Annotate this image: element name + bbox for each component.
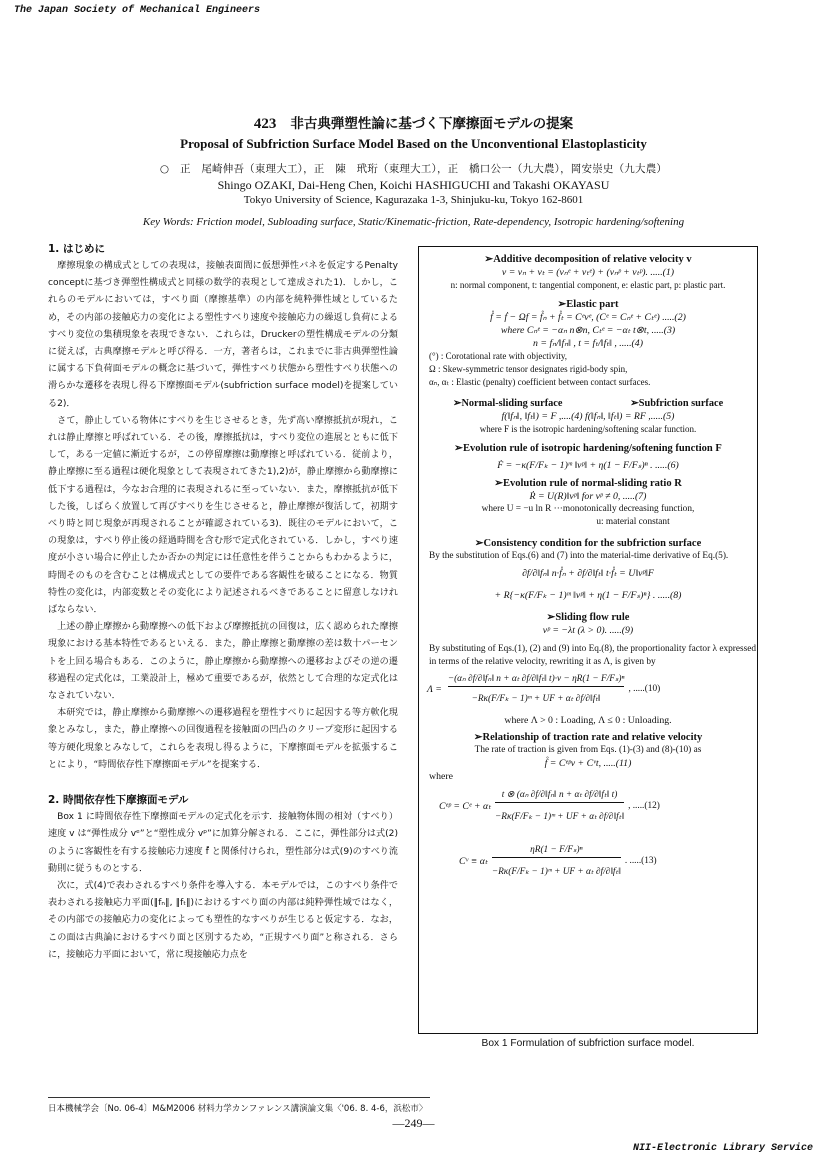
equation-7-constant: u: material constant: [596, 517, 670, 527]
equation-5: f(‖fₙ‖, ‖fₜ‖) = F ,....(4) f(‖fₙ‖, ‖fₜ‖) = RF ,.....(5): [501, 411, 675, 422]
definition-penalty: αₙ, αₜ : Elastic (penalty) coefficient between contact surfaces.: [429, 377, 651, 387]
section2-heading: 2. 時間依存性下摩擦面モデル: [48, 794, 189, 807]
equation-12-fraction: [495, 789, 624, 824]
equation-1: v = vₙ + vₜ = (vₙᵉ + vₜᵉ) + (vₙᵖ + vₜᵖ). .....(1): [501, 267, 675, 278]
equation-13-numerator: ηR(1 − F/Fₛ)ⁿ: [530, 845, 583, 855]
equation-12-numerator: t ⊗ (αₙ ∂f/∂‖fₙ‖ n + αₜ ∂f/∂‖fₜ‖ t): [501, 790, 618, 800]
equation-8a: ∂f/∂‖fₙ‖ n·f̊ₙ + ∂f/∂‖fₜ‖ t·f̊ₜ = U‖vᵖ‖F: [522, 568, 654, 579]
equation-9: vᵖ = −λt (λ > 0). .....(9): [542, 625, 634, 636]
section1-paragraph-2: さて，静止している物体にすべりを生じさせるとき，先ず高い摩擦抵抗が現れ，これは静止摩擦と呼ばれている．その後，摩擦抵抗は，すべり変位の進展とともに低下して，ある一定値に漸近するが，この停留摩擦は動摩擦と呼ばれている．従前より，静止摩擦に至る過程は硬化現象として表現されてきた1),2)が，静止摩擦から動摩擦に低下する過程は，今なお合理的に表現されるに至っていない．また，摩擦抵抗が低下した後，しばらく放置して再びすべりを生じさせると，静止摩擦が復活して，初期すべり時と同じ現象が再現されることが確認されている3)．既往のモデルにおいて，この現象は，すべり停止後の経過時間を含む形で定式化されている．しかし，すべり速度が小さい場合に停止したか否かの判定には任意性を伴うことからもわかるように，時間そのものを含むことは構成式としての要件である客観性を破ることになる．物質特性の変化は，内部変数とその変化により記述されるべきであることに留意しなければならない．: [48, 415, 398, 616]
equation-12-lhs: Cᵉᵖ = Cᵉ + αₜ: [439, 801, 492, 812]
box-heading-flow-rule: ➢Sliding flow rule: [546, 612, 630, 623]
equation-13: [419, 844, 757, 879]
keywords: Key Words: Friction model, Subloading surface, Static/Kinematic-friction, Rate-dependency, Isotropic hardening/softening: [142, 216, 685, 228]
equation-13-fraction: [492, 844, 621, 879]
section2-paragraph-2: 次に，式(4)で表わされるすべり条件を導入する．本モデルでは，このすべり条件で表わされる接触応力平面(‖fₙ‖, ‖fₜ‖)におけるすべり面の内部は純粋弾性域ではなく，その内部での接触応力の変化によっても塑性的なすべりが生じると仮定する．なお，この面は古典論におけるすべり面と区別するため，“正規すべり面”と称される．さらに，接触応力平面において，常に現接触応力点を: [48, 880, 398, 960]
box-heading-velocity: ➢Additive decomposition of relative velocity v: [484, 254, 692, 265]
box-heading-evolution-R: ➢Evolution rule of normal-sliding ratio R: [494, 478, 682, 489]
surface-headings: [419, 397, 757, 410]
traction-text: The rate of traction is given from Eqs. (1)-(3) and (8)-(10) as: [474, 745, 702, 755]
box-heading-traction: ➢Relationship of traction rate and relative velocity: [473, 732, 703, 743]
nii-service-footer: NII-Electronic Library Service: [632, 1143, 813, 1154]
definition-spin: Ω : Skew-symmetric tensor designates rigid-body spin,: [429, 364, 628, 374]
section2-paragraph-1: Box 1 に時間依存性下摩擦面モデルの定式化を示す．接触物体間の相対（すべり）速度 v は“弾性成分 vᵉ”と“塑性成分 vᵖ”に加算分解される．ここに，弾性部分は式(2)のように客観性を有する接触応力速度 f̊ と関係付けられ，塑性部分は式(9)のすべり流動則に従うものとする．: [48, 812, 398, 874]
equation-13-denominator: −Rκ(F/Fₖ − 1)ᵐ + UF + αₜ ∂f/∂‖fₜ‖: [492, 857, 621, 879]
equation-10-tag: , .....(10): [628, 684, 661, 694]
section1-paragraph-1: 摩擦現象の構成式としての表現は，接触表面間に仮想弾性バネを仮定するPenalty conceptに基づき弾塑性構成式と同様の数学的表現として達成された1)．しかし，これらのモデルにおいては，すべり面（摩擦基準）の内部を純粋弾性域としているため，その内部の接触応力の変化による塑性すべり速度や接触応力の繰返し負荷によるすべり変位の集積現象を表現できない．これらは，Druckerの塑性構成モデルの分類に従えば，古典摩擦モデルと呼び得る．一方，著者らは，これまでに非古典弾塑性論に属する下負荷面モデルの概念に基づいて，弾性すべり状態から塑性すべり状態への滑らかな遷移を表現し得る下摩擦面モデル(subfriction surface model)を提案している2)．: [48, 261, 398, 409]
equation-10-lhs: Λ =: [427, 684, 442, 695]
equation-3: where Cₙᵉ = −αₙ n⊗n, Cₜᵉ = −αₜ t⊗t, .....(3): [500, 325, 676, 336]
paper-title-jp: [0, 112, 827, 133]
box-heading-consistency: ➢Consistency condition for the subfriction surface: [474, 538, 702, 549]
equation-6: Ḟ = −κ(F/Fₖ − 1)ᵐ ‖vᵖ‖ + η(1 − F/Fₛ)ⁿ . .....(6): [497, 460, 679, 471]
box-heading-normal-sliding: ➢Normal-sliding surface: [452, 398, 563, 409]
equation-8b: + R{−κ(F/Fₖ − 1)ᵐ ‖vᵖ‖ + η(1 − F/Fₛ)ⁿ} . .....(8): [494, 590, 682, 601]
note-components: n: normal component, t: tangential component, e: elastic part, p: plastic part.: [450, 280, 726, 290]
paper-number: 423: [253, 116, 277, 132]
box-heading-evolution-F: ➢Evolution rule of isotropic hardening/softening function F: [454, 443, 722, 454]
title-jp: 非古典弾塑性論に基づく下摩擦面モデルの提案: [290, 116, 574, 132]
footer-rule: [48, 1097, 430, 1098]
equation-12: [419, 789, 757, 824]
section1-paragraph-3: 上述の静止摩擦から動摩擦への低下および摩擦抵抗の回復は，広く認められた摩擦現象における基本特性であるといえる．また，静止摩擦と動摩擦の差は数十パーセントを上回る場合もある．このように，静止摩擦から動摩擦への遷移およびその逆の遷移過程の定式化は，工業設計上，極めて重要であるが，依然として合理的な定式化はなされていない．: [48, 622, 398, 702]
equation-13-lhs: Cᵛ ≡ αₜ: [459, 856, 488, 867]
equation-7: Ṙ = U(R)‖vᵖ‖ for vᵖ ≠ 0, .....(7): [529, 491, 647, 502]
formulation-box: [418, 246, 758, 1034]
section1-heading: 1. はじめに: [48, 243, 105, 255]
equation-11: f̊ = Cᵉᵖv + Cᵛt, .....(11): [544, 758, 632, 769]
society-header: The Japan Society of Mechanical Engineers: [14, 5, 261, 16]
title-en: Proposal of Subfriction Surface Model Based on the Unconventional Elastoplasticity: [180, 136, 647, 151]
equation-10-numerator: −(αₙ ∂f/∂‖fₙ‖ n + αₜ ∂f/∂‖fₜ‖ t)·v − ηR(1 − F/Fₛ)ⁿ: [447, 674, 625, 684]
box-caption: Box 1 Formulation of subfriction surface model.: [481, 1038, 695, 1049]
title-block: [0, 112, 827, 228]
proceedings-footer: 日本機械学会〔No. 06-4〕M&M2006 材料力学カンファレンス講演論文集〈'06. 8. 4-6，浜松市〉: [48, 1104, 428, 1114]
box-heading-subfriction: ➢Subfriction surface: [630, 398, 724, 409]
note-F: where F is the isotropic hardening/softening scalar function.: [479, 424, 697, 434]
section1-paragraph-4: 本研究では，静止摩擦から動摩擦への遷移過程を塑性すべりに起因する等方軟化現象とみなし，また，静止摩擦への回復過程を接触面の凹凸のクリープ変形に起因する等方硬化現象とみなして，これらを表現し得るように，下摩擦面モデルを拡張することにより，“時間依存性下摩擦面モデル”を提案する．: [48, 708, 398, 770]
definition-corotational: (°) : Corotational rate with objectivity,: [429, 351, 567, 361]
left-column: [48, 240, 398, 964]
equation-10-where: where Λ > 0 : Loading, Λ ≤ 0 : Unloading.: [504, 715, 672, 726]
equation-12-denominator: −Rκ(F/Fₖ − 1)ᵐ + UF + αₜ ∂f/∂‖fₜ‖: [495, 802, 624, 824]
affiliation: Tokyo University of Science, Kagurazaka 1-3, Shinjuku-ku, Tokyo 162-8601: [243, 194, 584, 206]
where-label: where: [429, 771, 453, 782]
consistency-text: By the substitution of Eqs.(6) and (7) into the material-time derivative of Eq.(5).: [429, 551, 729, 561]
box-heading-elastic: ➢Elastic part: [557, 299, 619, 310]
equation-13-tag: . .....(13): [624, 856, 657, 866]
authors-jp: ○ 正 尾崎伸吾（東理大工），正 陳 玳珩（東理大工），正 橋口公一（九大農），岡安崇史（九大農）: [159, 163, 668, 175]
equation-10: [419, 673, 757, 706]
lambda-text: By substituting of Eqs.(1), (2) and (9) into Eq.(8), the proportionality factor λ expressed in terms of the relative velocity, rewriting it as Λ, is given by: [429, 644, 756, 667]
equation-7-where: where U = −u ln R ···monotonically decreasing function,: [481, 504, 695, 514]
equation-4: n = fₙ/‖fₙ‖ , t = fₜ/‖fₜ‖ , .....(4): [533, 338, 643, 349]
equation-10-fraction: [448, 673, 625, 706]
equation-10-denominator: −Rκ(F/Fₖ − 1)ᵐ + UF + αₜ ∂f/∂‖fₜ‖: [448, 686, 625, 706]
equation-12-tag: , .....(12): [628, 801, 660, 811]
equation-2: f̊ = ḟ − Ωf = f̊ₙ + f̊ₜ = Cᵉvᵉ, (Cᵉ = Cₙᵉ + Cₜᵉ) .....(2): [490, 312, 686, 323]
page-number: —249—: [392, 1116, 435, 1130]
authors-en: Shingo OZAKI, Dai-Heng Chen, Koichi HASHIGUCHI and Takashi OKAYASU: [217, 178, 610, 192]
